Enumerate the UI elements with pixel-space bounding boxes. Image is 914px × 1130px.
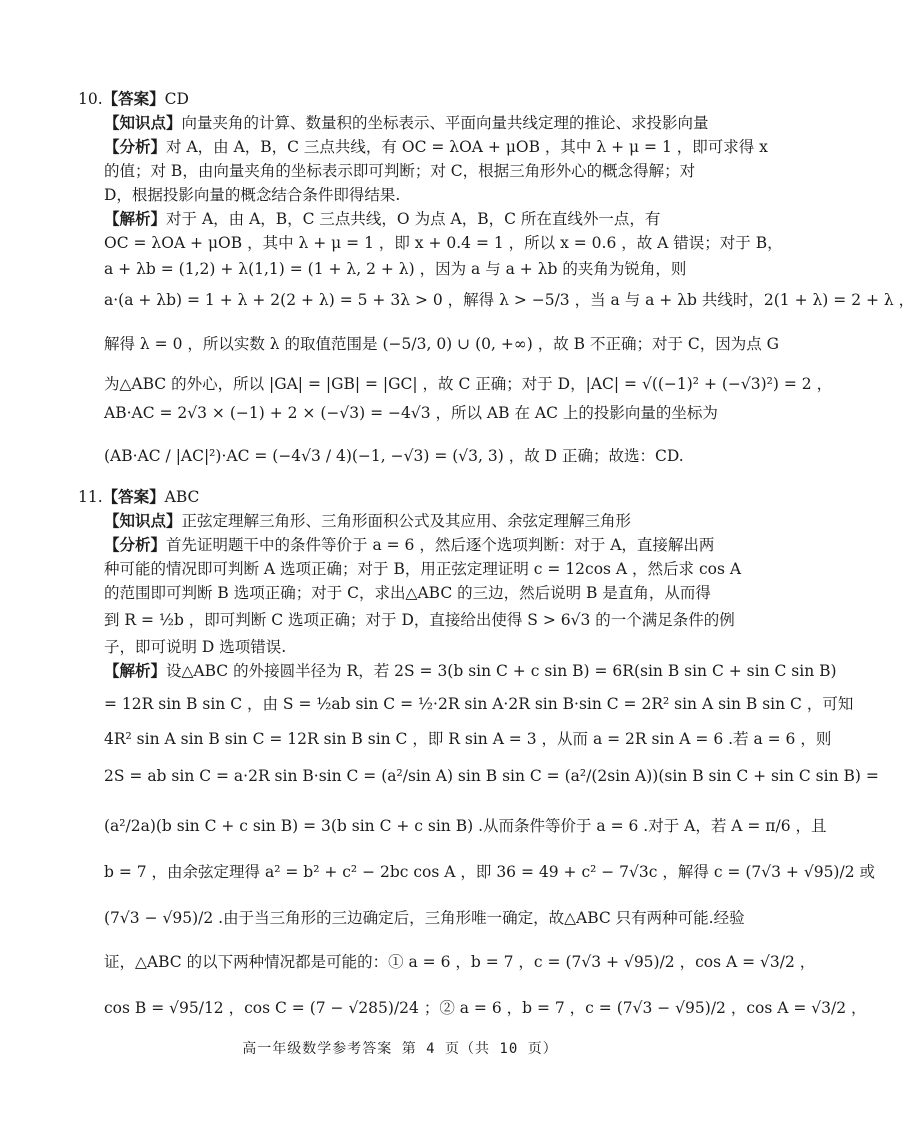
section-tag: 【解析】: [104, 209, 167, 228]
q11-analysis-line-3: 的范围即可判断 B 选项正确；对于 C，求出△ABC 的三边，然后说明 B 是直角，从而得: [104, 584, 711, 602]
q10-solution-line-4: a·(a + λb) = 1 + λ + 2(2 + λ) = 5 + 3λ > 0 ，解得 λ > −5/3 ，当 a 与 a + λb 共线时，2(1 + λ) = 2 + λ ，: [104, 291, 914, 309]
q10-solution-line-8: (AB·AC / |AC|²)·AC = (−4√3 / 4)(−1, −√3) = (√3, 3) ，故 D 正确；故选：CD.: [104, 447, 684, 465]
q11-solution-line-6: b = 7 ，由余弦定理得 a² = b² + c² − 2bc cos A ，即 36 = 49 + c² − 7√3c ，解得 c = (7√3 + √95)/2 或: [104, 863, 875, 881]
q10-solution-line-6: 为△ABC 的外心，所以 |GA| = |GB| = |GC| ，故 C 正确；对于 D，|AC| = √((−1)² + (−√3)²) = 2 ，: [104, 375, 833, 393]
q11-knowledge-line: 【知识点】正弦定理解三角形、三角形面积公式及其应用、余弦定理解三角形: [104, 511, 632, 530]
section-tag: 【解析】: [104, 661, 167, 680]
q10-solution-line-3: a + λb = (1,2) + λ(1,1) = (1 + λ, 2 + λ) ，因为 a 与 a + λb 的夹角为锐角，则: [104, 260, 687, 278]
q11-analysis-line-4: 到 R = ½b ，即可判断 C 选项正确；对于 D，直接给出使得 S > 6√3 的一个满足条件的例: [104, 611, 735, 629]
q11-solution-line-8: 证，△ABC 的以下两种情况都是可能的：① a = 6 ，b = 7 ，c = (7√3 + √95)/2 ，cos A = √3/2 ，: [104, 953, 816, 971]
q11-solution-line-3: 4R² sin A sin B sin C = 12R sin B sin C ，即 R sin A = 3 ，从而 a = 2R sin A = 6 .若 a = 6 ，则: [104, 730, 832, 748]
q10-analysis-line-3: D，根据投影向量的概念结合条件即得结果.: [104, 186, 401, 204]
q11-solution-line-5: (a²/2a)(b sin C + c sin B) = 3(b sin C + c sin B) .从而条件等价于 a = 6 .对于 A，若 A = π/6 ，且: [104, 817, 827, 835]
q11-analysis-line-2: 种可能的情况即可判断 A 选项正确；对于 B，用正弦定理证明 c = 12cos A ，然后求 cos A: [104, 560, 742, 578]
q10-solution-line-1: 【解析】对于 A，由 A，B，C 三点共线，O 为点 A，B，C 所在直线外一点，有: [104, 209, 661, 228]
section-tag: 【答案】: [102, 89, 165, 108]
q11-solution-line-2: = 12R sin B sin C ，由 S = ½ab sin C = ½·2R sin A·2R sin B·sin C = 2R² sin A sin B sin C ，可知: [104, 695, 854, 713]
q11-solution-line-1: 【解析】设△ABC 的外接圆半径为 R，若 2S = 3(b sin C + c sin B) = 6R(sin B sin C + sin C sin B): [104, 661, 837, 680]
section-tag: 【分析】: [104, 137, 167, 156]
q11-analysis-line-5: 子，即可说明 D 选项错误.: [104, 638, 287, 656]
q10-knowledge-line: 【知识点】向量夹角的计算、数量积的坐标表示、平面向量共线定理的推论、求投影向量: [104, 113, 709, 132]
section-tag: 【知识点】: [104, 511, 182, 530]
q10-answer-line: 10.【答案】CD: [78, 89, 189, 108]
q10-solution-line-5: 解得 λ = 0 ，所以实数 λ 的取值范围是 (−5/3, 0) ∪ (0, +∞) ，故 B 不正确；对于 C，因为点 G: [104, 335, 780, 353]
q10-analysis-line-1: 【分析】对 A，由 A，B，C 三点共线，有 OC = λOA + μOB ，其中 λ + μ = 1 ，即可求得 x: [104, 137, 768, 156]
section-tag: 【分析】: [104, 535, 167, 554]
q11-solution-line-7: (7√3 − √95)/2 .由于当三角形的三边确定后，三角形唯一确定，故△ABC 只有两种可能.经验: [104, 909, 745, 927]
q11-solution-line-9: cos B = √95/12 ，cos C = (7 − √285)/24 ；② a = 6 ，b = 7 ，c = (7√3 − √95)/2 ，cos A = √3/2 ，: [104, 999, 867, 1017]
q10-solution-line-7: AB·AC = 2√3 × (−1) + 2 × (−√3) = −4√3 ，所以 AB 在 AC 上的投影向量的坐标为: [104, 404, 718, 422]
q10-solution-line-2: OC = λOA + μOB ，其中 λ + μ = 1 ，即 x + 0.4 = 1 ，所以 x = 0.6 ，故 A 错误；对于 B，: [104, 234, 783, 252]
q11-answer-line: 11.【答案】ABC: [78, 487, 200, 506]
q11-solution-line-4: 2S = ab sin C = a·2R sin B·sin C = (a²/sin A) sin B sin C = (a²/(2sin A))(sin B sin C + sin C sin B) =: [104, 767, 879, 785]
q10-analysis-line-2: 的值；对 B，由向量夹角的坐标表示即可判断；对 C，根据三角形外心的概念得解；对: [104, 162, 696, 180]
section-tag: 【知识点】: [104, 113, 182, 132]
section-tag: 【答案】: [102, 487, 165, 506]
page-footer: 高一年级数学参考答案 第 4 页（共 10 页）: [242, 1041, 558, 1057]
q11-analysis-line-1: 【分析】首先证明题干中的条件等价于 a = 6 ，然后逐个选项判断：对于 A，直接解出两: [104, 535, 715, 554]
